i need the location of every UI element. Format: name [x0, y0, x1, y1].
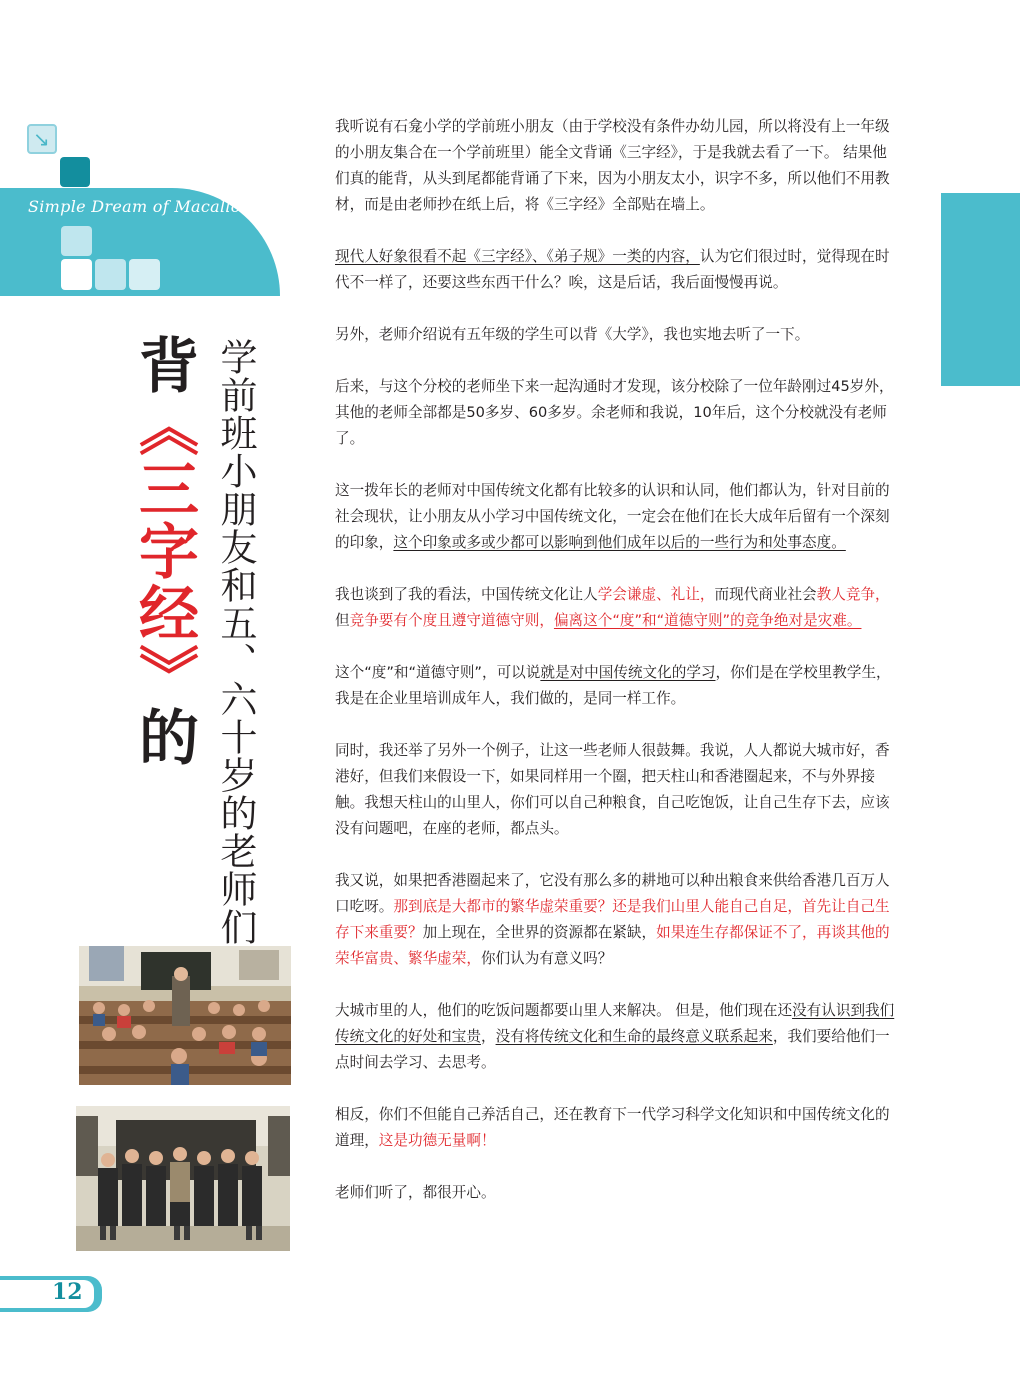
- classroom-photo: [79, 946, 291, 1085]
- underlined-text: 没有认识到我们传统文化的好处和宝贵: [335, 1002, 895, 1045]
- paragraph-text: 但: [335, 612, 350, 629]
- teachers-group-photo: [76, 1106, 290, 1251]
- paragraph-text: ，我们要给他们一点时间去学习、去思考。: [335, 1028, 890, 1071]
- paragraph-text: 大城市里的人，他们的吃饭问题都要山里人来解决。 但是，他们现在还: [335, 1002, 793, 1019]
- paragraph-text: 我听说有石龛小学的学前班小朋友（由于学校没有条件办幼儿园，所以将没有上一年级的小朋友集合在一个学前班里）能全文背诵《三字经》，于是我就去看了一下。 结果他们真的能背，从头到尾都能背诵了下来，因为小朋友太小，识字不多，所以他们不用教材，而是由老师抄在纸上后，将《三字经》全部贴在墙上。: [335, 118, 890, 213]
- white-square-decoration: [61, 259, 92, 290]
- paragraph-text: 同时，我还举了另外一个例子，让这一些老师人很鼓舞。我说，人人都说大城市好，香港好，但我们来假设一下，如果同样用一个圈，把天柱山和香港圈起来，不与外界接触。我想天柱山的山里人，你们可以自己种粮食，自己吃饱饭，让自己生存下去，应该没有问题吧，在座的老师，都点头。: [335, 742, 890, 837]
- paragraph: [335, 1102, 895, 1154]
- highlight-text: 竞争要有个度且遵守道德守则，: [349, 612, 554, 629]
- paragraph: [335, 244, 895, 296]
- highlight-text: 学会谦虚、礼让，: [597, 586, 715, 603]
- article-body: [335, 114, 895, 1232]
- article-title: [130, 334, 198, 768]
- underlined-text: 就是对中国传统文化的学习: [540, 664, 716, 681]
- paragraph-text: 老师们听了，都很开心。: [335, 1184, 496, 1201]
- paragraph-text: 加上现在，全世界的资源都在紧缺，: [422, 924, 657, 941]
- page-number-tab: [0, 1276, 102, 1312]
- highlight-underlined-text: 偏离这个“度”和“道德守则”的竞争绝对是灾难。: [553, 612, 862, 629]
- highlight-text: 这是功德无量啊！: [378, 1132, 496, 1149]
- paragraph-text: ，你们是在学校里教学生，我是在企业里培训成年人，我们做的，是同一样工作。: [335, 664, 891, 707]
- arrow-square-icon: ↘: [27, 124, 57, 154]
- paragraph-text: 我又说，如果把香港圈起来了，它没有那么多的耕地可以种出粮食来供给香港几百万人口吃呀。: [335, 872, 890, 915]
- paragraph-text: 我也谈到了我的看法，中国传统文化让人: [335, 586, 598, 603]
- light-square-decoration: [61, 226, 92, 256]
- paragraph-text: 另外，老师介绍说有五年级的学生可以背《大学》，我也实地去听了一下。: [335, 326, 810, 343]
- paragraph-text: 而现代商业社会: [714, 586, 817, 603]
- highlight-text: 如果连生存都保证不了，再谈其他的荣华富贵、繁华虚荣，: [335, 924, 890, 967]
- dark-square-decoration: [60, 157, 90, 187]
- paragraph-text: ，: [480, 1028, 496, 1045]
- paragraph: [335, 868, 895, 972]
- paragraph: [335, 660, 895, 712]
- side-tab-decoration: [941, 193, 1020, 386]
- section-label: Simple Dream of Macallon: [28, 197, 252, 216]
- paragraph-text: 后来，与这个分校的老师坐下来一起沟通时才发现，该分校除了一位年龄刚过45岁外，其他的老师全部都是50多岁、60多岁。余老师和我说，10年后，这个分校就没有老师了。: [335, 378, 894, 447]
- underlined-text: 这个印象或多或少都可以影响到他们成年以后的一些行为和处事态度。: [393, 534, 846, 551]
- paragraph-text: 这个“度”和“道德守则”，可以说: [335, 664, 541, 681]
- article-subtitle: 学前班小朋友和五、六十岁的老师们: [214, 338, 257, 946]
- highlight-text: 教人竞争，: [816, 586, 890, 603]
- paragraph-text: 相反，你们不但能自己养活自己，还在教育下一代学习科学文化知识和中国传统文化的道理，: [335, 1106, 890, 1149]
- paragraph: [335, 1180, 895, 1206]
- paragraph: [335, 114, 895, 218]
- title-highlight: 《三字经》: [129, 396, 199, 706]
- paragraph: [335, 322, 895, 348]
- paragraph-text: 认为它们很过时，觉得现在时代不一样了，还要这些东西干什么？唉，这是后话，我后面慢慢再说。: [335, 248, 890, 291]
- title-suffix: 的: [129, 706, 199, 768]
- page-number: 12: [52, 1279, 83, 1305]
- underlined-text: 没有将传统文化和生命的最终意义联系起来: [495, 1028, 773, 1045]
- light-square-decoration: [95, 259, 126, 290]
- paragraph: [335, 478, 895, 556]
- paragraph-text: 这一拨年长的老师对中国传统文化都有比较多的认识和认同，他们都认为，针对目前的社会现状，让小朋友从小学习中国传统文化，一定会在他们在长大成年后留有一个深刻的印象，: [335, 482, 890, 551]
- title-prefix: 背: [129, 334, 199, 396]
- highlight-text: 那到底是大都市的繁华虚荣重要？还是我们山里人能自己自足，首先让自己生存下来重要？: [335, 898, 890, 941]
- paragraph: [335, 582, 895, 634]
- paragraph-text: 你们认为有意义吗？: [480, 950, 613, 967]
- light-square-decoration: [129, 259, 160, 290]
- underlined-text: 现代人好象很看不起《三字经》、《弟子规》一类的内容，: [335, 248, 700, 265]
- paragraph: [335, 738, 895, 842]
- paragraph: [335, 998, 895, 1076]
- paragraph: [335, 374, 895, 452]
